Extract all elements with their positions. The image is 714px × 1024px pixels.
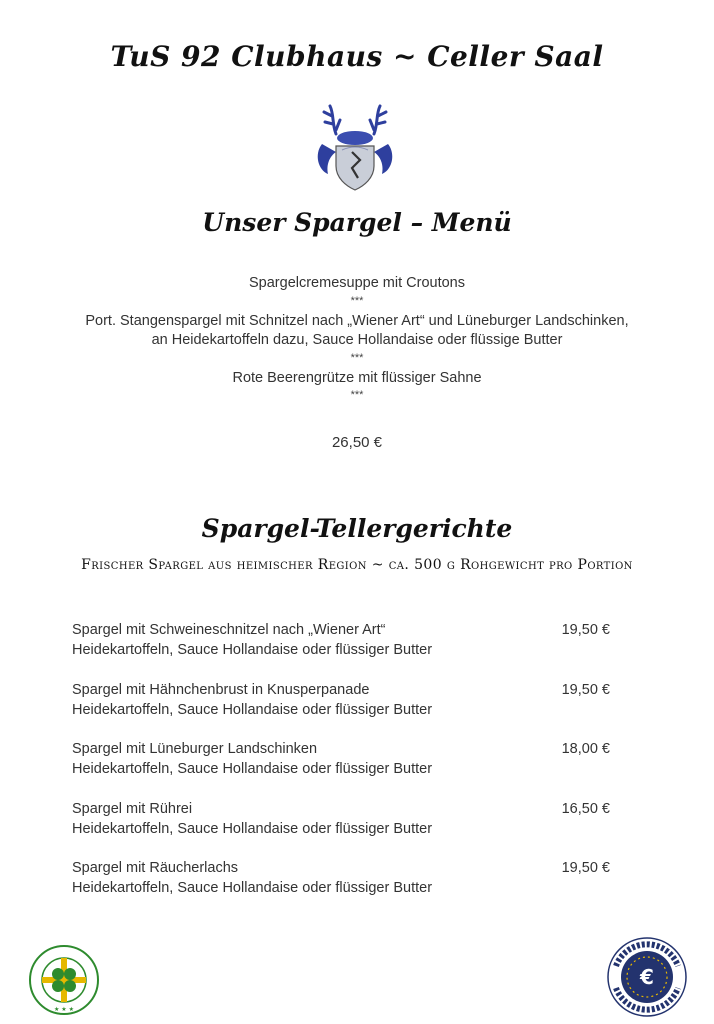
dish-price: 18,00 € xyxy=(561,741,610,757)
list-item xyxy=(72,680,612,740)
course-separator: *** xyxy=(350,294,364,307)
course-main-line-2: an Heidekartoffeln dazu, Sauce Hollandaise oder flüssige Butter xyxy=(151,332,563,348)
dish-price: 16,50 € xyxy=(561,800,610,817)
dish-name: Spargel mit Lüneburger Landschinken xyxy=(72,741,318,757)
dish-sides: Heidekartoffeln, Sauce Hollandaise oder flüssiger Butter xyxy=(72,880,433,896)
dish-name: Spargel mit Schweineschnitzel nach „Wiener Art“ xyxy=(72,622,386,638)
menu-heading: Unser Spargel – Menü xyxy=(202,208,512,237)
course-main-line-1: Port. Stangenspargel mit Schnitzel nach „Wiener Art“ und Lüneburger Landschinken, xyxy=(85,312,629,329)
svg-text:€: € xyxy=(640,965,654,989)
dish-list xyxy=(72,620,612,918)
healthy-nutrition-seal-icon xyxy=(606,936,688,1018)
menu-price: 26,50 € xyxy=(331,434,383,451)
svg-text:★ ★ ★: ★ ★ ★ xyxy=(54,1006,74,1013)
course-separator: *** xyxy=(350,351,364,364)
course-separator: *** xyxy=(350,389,364,401)
cooks-association-seal-icon xyxy=(28,944,100,1016)
course-soup: Spargelcremesuppe mit Croutons xyxy=(249,275,465,291)
dish-sides: Heidekartoffeln, Sauce Hollandaise oder flüssiger Butter xyxy=(72,701,433,718)
dish-sides: Heidekartoffeln, Sauce Hollandaise oder flüssiger Butter xyxy=(72,820,433,837)
plates-heading: Spargel-Tellergerichte xyxy=(201,514,513,543)
dish-price: 19,50 € xyxy=(561,860,610,876)
course-dessert: Rote Beerengrütze mit flüssiger Sahne xyxy=(232,369,482,386)
plates-subtitle: Frischer Spargel aus heimischer Region ~ ca. 500 g Rohgewicht pro Portion xyxy=(81,557,633,573)
menu-courses xyxy=(0,274,714,402)
list-item xyxy=(72,799,612,859)
dish-price: 19,50 € xyxy=(561,622,610,638)
club-crest-icon xyxy=(312,100,398,192)
page-title: TuS 92 Clubhaus ~ Celler Saal xyxy=(110,40,604,73)
list-item xyxy=(72,620,612,680)
dish-name: Spargel mit Hähnchenbrust in Knusperpanade xyxy=(72,681,370,698)
dish-name: Spargel mit Räucherlachs xyxy=(72,860,239,876)
dish-name: Spargel mit Rührei xyxy=(72,800,193,817)
list-item xyxy=(72,858,612,918)
dish-price: 19,50 € xyxy=(561,681,610,698)
list-item xyxy=(72,739,612,799)
dish-sides: Heidekartoffeln, Sauce Hollandaise oder flüssiger Butter xyxy=(72,642,433,658)
dish-sides: Heidekartoffeln, Sauce Hollandaise oder flüssiger Butter xyxy=(72,761,433,777)
